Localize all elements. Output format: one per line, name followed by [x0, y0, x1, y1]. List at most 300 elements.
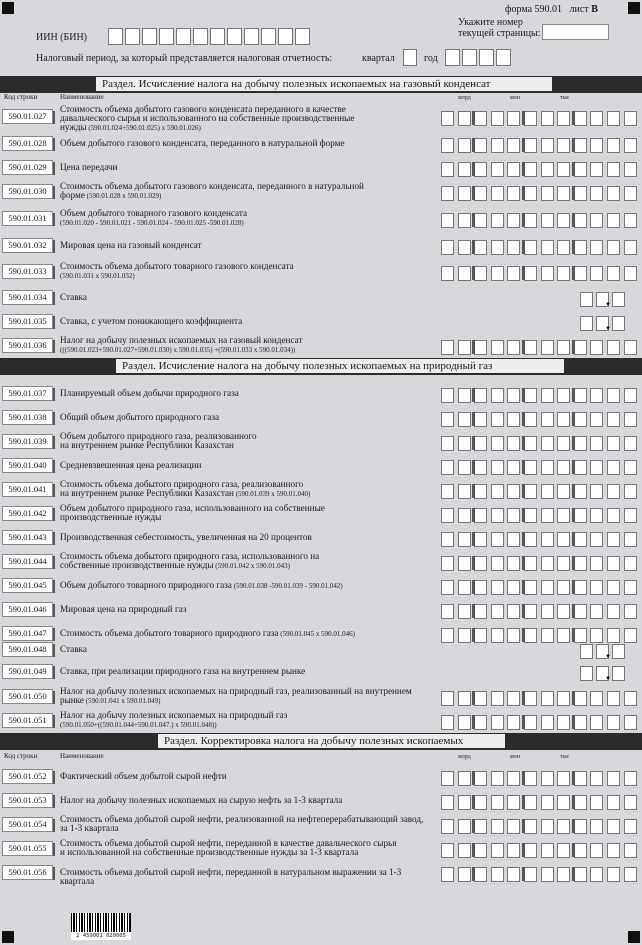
amount-digit-box[interactable]: [574, 556, 587, 571]
amount-digit-box[interactable]: [474, 266, 487, 281]
rate-digit-box[interactable]: [580, 644, 593, 659]
amount-digit-box[interactable]: [491, 162, 504, 177]
amount-digit-box[interactable]: [474, 460, 487, 475]
amount-digit-box[interactable]: [458, 111, 471, 126]
amount-digit-box[interactable]: [458, 138, 471, 153]
amount-digit-box[interactable]: [557, 771, 570, 786]
amount-digit-box[interactable]: [590, 412, 603, 427]
amount-digit-box[interactable]: [607, 556, 620, 571]
amount-digit-box[interactable]: [524, 213, 537, 228]
amount-digit-box[interactable]: [507, 867, 520, 882]
amount-digit-box[interactable]: [441, 691, 454, 706]
iin-digit-box[interactable]: [295, 28, 310, 45]
amount-digit-box[interactable]: [607, 532, 620, 547]
amount-digit-box[interactable]: [557, 138, 570, 153]
amount-digit-box[interactable]: [607, 508, 620, 523]
amount-digit-box[interactable]: [458, 604, 471, 619]
amount-digit-box[interactable]: [607, 867, 620, 882]
amount-digit-box[interactable]: [458, 532, 471, 547]
amount-digit-box[interactable]: [524, 843, 537, 858]
amount-digit-box[interactable]: [491, 412, 504, 427]
amount-digit-box[interactable]: [458, 460, 471, 475]
iin-digit-box[interactable]: [210, 28, 225, 45]
amount-digit-box[interactable]: [590, 460, 603, 475]
amount-digit-box[interactable]: [590, 771, 603, 786]
amount-digit-box[interactable]: [441, 795, 454, 810]
amount-digit-box[interactable]: [474, 556, 487, 571]
amount-digit-box[interactable]: [557, 795, 570, 810]
amount-digit-box[interactable]: [441, 580, 454, 595]
amount-digit-box[interactable]: [541, 138, 554, 153]
amount-digit-box[interactable]: [441, 388, 454, 403]
amount-digit-box[interactable]: [541, 556, 554, 571]
amount-digit-box[interactable]: [624, 604, 637, 619]
amount-digit-box[interactable]: [458, 580, 471, 595]
amount-digit-box[interactable]: [524, 340, 537, 355]
amount-digit-box[interactable]: [574, 508, 587, 523]
amount-digit-box[interactable]: [541, 484, 554, 499]
amount-digit-box[interactable]: [474, 867, 487, 882]
amount-digit-box[interactable]: [574, 484, 587, 499]
amount-digit-box[interactable]: [557, 388, 570, 403]
amount-digit-box[interactable]: [507, 771, 520, 786]
amount-digit-box[interactable]: [624, 795, 637, 810]
amount-digit-box[interactable]: [541, 436, 554, 451]
year-digit-box[interactable]: [445, 49, 460, 66]
amount-digit-box[interactable]: [474, 240, 487, 255]
amount-digit-box[interactable]: [491, 240, 504, 255]
amount-digit-box[interactable]: [607, 412, 620, 427]
amount-digit-box[interactable]: [607, 604, 620, 619]
amount-digit-box[interactable]: [590, 532, 603, 547]
amount-digit-box[interactable]: [441, 213, 454, 228]
amount-digit-box[interactable]: [557, 340, 570, 355]
amount-digit-box[interactable]: [524, 460, 537, 475]
amount-digit-box[interactable]: [491, 795, 504, 810]
amount-digit-box[interactable]: [491, 111, 504, 126]
amount-digit-box[interactable]: [458, 388, 471, 403]
amount-digit-box[interactable]: [491, 460, 504, 475]
amount-digit-box[interactable]: [524, 138, 537, 153]
amount-digit-box[interactable]: [507, 436, 520, 451]
amount-digit-box[interactable]: [624, 240, 637, 255]
amount-digit-box[interactable]: [441, 508, 454, 523]
amount-digit-box[interactable]: [590, 843, 603, 858]
amount-digit-box[interactable]: [441, 266, 454, 281]
amount-digit-box[interactable]: [624, 340, 637, 355]
amount-digit-box[interactable]: [441, 111, 454, 126]
amount-digit-box[interactable]: [574, 604, 587, 619]
amount-digit-box[interactable]: [524, 604, 537, 619]
amount-digit-box[interactable]: [557, 556, 570, 571]
iin-digit-box[interactable]: [159, 28, 174, 45]
amount-digit-box[interactable]: [590, 867, 603, 882]
amount-digit-box[interactable]: [474, 691, 487, 706]
amount-digit-box[interactable]: [524, 484, 537, 499]
amount-digit-box[interactable]: [541, 795, 554, 810]
amount-digit-box[interactable]: [557, 508, 570, 523]
amount-digit-box[interactable]: [491, 388, 504, 403]
amount-digit-box[interactable]: [590, 819, 603, 834]
amount-digit-box[interactable]: [590, 138, 603, 153]
amount-digit-box[interactable]: [474, 843, 487, 858]
amount-digit-box[interactable]: [574, 628, 587, 643]
amount-digit-box[interactable]: [474, 484, 487, 499]
amount-digit-box[interactable]: [574, 843, 587, 858]
amount-digit-box[interactable]: [491, 604, 504, 619]
amount-digit-box[interactable]: [458, 819, 471, 834]
amount-digit-box[interactable]: [557, 819, 570, 834]
amount-digit-box[interactable]: [507, 715, 520, 730]
amount-digit-box[interactable]: [574, 266, 587, 281]
amount-digit-box[interactable]: [574, 111, 587, 126]
amount-digit-box[interactable]: [541, 715, 554, 730]
amount-digit-box[interactable]: [524, 111, 537, 126]
amount-digit-box[interactable]: [590, 556, 603, 571]
amount-digit-box[interactable]: [474, 628, 487, 643]
amount-digit-box[interactable]: [507, 412, 520, 427]
amount-digit-box[interactable]: [574, 388, 587, 403]
amount-digit-box[interactable]: [624, 867, 637, 882]
year-digit-box[interactable]: [462, 49, 477, 66]
amount-digit-box[interactable]: [491, 186, 504, 201]
amount-digit-box[interactable]: [474, 819, 487, 834]
amount-digit-box[interactable]: [441, 162, 454, 177]
amount-digit-box[interactable]: [474, 715, 487, 730]
amount-digit-box[interactable]: [541, 508, 554, 523]
amount-digit-box[interactable]: [607, 240, 620, 255]
amount-digit-box[interactable]: [541, 867, 554, 882]
amount-digit-box[interactable]: [524, 162, 537, 177]
amount-digit-box[interactable]: [590, 484, 603, 499]
amount-digit-box[interactable]: [541, 388, 554, 403]
amount-digit-box[interactable]: [590, 340, 603, 355]
amount-digit-box[interactable]: [624, 266, 637, 281]
amount-digit-box[interactable]: [507, 628, 520, 643]
amount-digit-box[interactable]: [607, 580, 620, 595]
amount-digit-box[interactable]: [507, 843, 520, 858]
iin-digit-box[interactable]: [142, 28, 157, 45]
amount-digit-box[interactable]: [624, 715, 637, 730]
amount-digit-box[interactable]: [458, 213, 471, 228]
amount-digit-box[interactable]: [507, 795, 520, 810]
amount-digit-box[interactable]: [524, 771, 537, 786]
amount-digit-box[interactable]: [441, 843, 454, 858]
iin-digit-box[interactable]: [227, 28, 242, 45]
amount-digit-box[interactable]: [491, 819, 504, 834]
amount-digit-box[interactable]: [557, 460, 570, 475]
amount-digit-box[interactable]: [574, 162, 587, 177]
amount-digit-box[interactable]: [474, 162, 487, 177]
amount-digit-box[interactable]: [574, 186, 587, 201]
amount-digit-box[interactable]: [574, 436, 587, 451]
amount-digit-box[interactable]: [441, 340, 454, 355]
amount-digit-box[interactable]: [541, 266, 554, 281]
amount-digit-box[interactable]: [491, 508, 504, 523]
amount-digit-box[interactable]: [607, 819, 620, 834]
amount-digit-box[interactable]: [607, 436, 620, 451]
amount-digit-box[interactable]: [507, 819, 520, 834]
amount-digit-box[interactable]: [507, 266, 520, 281]
amount-digit-box[interactable]: [574, 771, 587, 786]
amount-digit-box[interactable]: [607, 628, 620, 643]
amount-digit-box[interactable]: [624, 213, 637, 228]
amount-digit-box[interactable]: [541, 240, 554, 255]
amount-digit-box[interactable]: [474, 138, 487, 153]
amount-digit-box[interactable]: [441, 715, 454, 730]
amount-digit-box[interactable]: [590, 795, 603, 810]
amount-digit-box[interactable]: [557, 162, 570, 177]
amount-digit-box[interactable]: [624, 388, 637, 403]
amount-digit-box[interactable]: [557, 240, 570, 255]
amount-digit-box[interactable]: [557, 628, 570, 643]
amount-digit-box[interactable]: [491, 843, 504, 858]
amount-digit-box[interactable]: [524, 266, 537, 281]
amount-digit-box[interactable]: [607, 691, 620, 706]
amount-digit-box[interactable]: [624, 162, 637, 177]
amount-digit-box[interactable]: [507, 556, 520, 571]
amount-digit-box[interactable]: [607, 162, 620, 177]
amount-digit-box[interactable]: [524, 412, 537, 427]
amount-digit-box[interactable]: [557, 691, 570, 706]
amount-digit-box[interactable]: [458, 266, 471, 281]
amount-digit-box[interactable]: [441, 867, 454, 882]
amount-digit-box[interactable]: [524, 819, 537, 834]
amount-digit-box[interactable]: [491, 715, 504, 730]
amount-digit-box[interactable]: [607, 266, 620, 281]
amount-digit-box[interactable]: [607, 138, 620, 153]
amount-digit-box[interactable]: [507, 240, 520, 255]
amount-digit-box[interactable]: [541, 532, 554, 547]
amount-digit-box[interactable]: [624, 412, 637, 427]
amount-digit-box[interactable]: [574, 460, 587, 475]
amount-digit-box[interactable]: [624, 186, 637, 201]
amount-digit-box[interactable]: [491, 580, 504, 595]
amount-digit-box[interactable]: [541, 580, 554, 595]
amount-digit-box[interactable]: [557, 266, 570, 281]
amount-digit-box[interactable]: [590, 580, 603, 595]
page-number-input[interactable]: [542, 24, 609, 40]
amount-digit-box[interactable]: [590, 213, 603, 228]
amount-digit-box[interactable]: [507, 162, 520, 177]
amount-digit-box[interactable]: [458, 412, 471, 427]
amount-digit-box[interactable]: [624, 556, 637, 571]
amount-digit-box[interactable]: [607, 460, 620, 475]
iin-digit-box[interactable]: [244, 28, 259, 45]
amount-digit-box[interactable]: [541, 412, 554, 427]
amount-digit-box[interactable]: [458, 691, 471, 706]
amount-digit-box[interactable]: [574, 715, 587, 730]
amount-digit-box[interactable]: [590, 186, 603, 201]
amount-digit-box[interactable]: [557, 843, 570, 858]
amount-digit-box[interactable]: [574, 795, 587, 810]
amount-digit-box[interactable]: [574, 138, 587, 153]
amount-digit-box[interactable]: [574, 691, 587, 706]
amount-digit-box[interactable]: [557, 604, 570, 619]
amount-digit-box[interactable]: [574, 532, 587, 547]
amount-digit-box[interactable]: [541, 162, 554, 177]
amount-digit-box[interactable]: [574, 240, 587, 255]
amount-digit-box[interactable]: [607, 771, 620, 786]
amount-digit-box[interactable]: [524, 691, 537, 706]
amount-digit-box[interactable]: [441, 460, 454, 475]
amount-digit-box[interactable]: [507, 186, 520, 201]
amount-digit-box[interactable]: [590, 162, 603, 177]
amount-digit-box[interactable]: [557, 580, 570, 595]
rate-digit-box[interactable]: [612, 666, 625, 681]
amount-digit-box[interactable]: [507, 604, 520, 619]
amount-digit-box[interactable]: [541, 186, 554, 201]
amount-digit-box[interactable]: [507, 532, 520, 547]
amount-digit-box[interactable]: [458, 628, 471, 643]
amount-digit-box[interactable]: [590, 628, 603, 643]
amount-digit-box[interactable]: [574, 819, 587, 834]
amount-digit-box[interactable]: [491, 436, 504, 451]
amount-digit-box[interactable]: [441, 628, 454, 643]
iin-digit-box[interactable]: [125, 28, 140, 45]
iin-digit-box[interactable]: [261, 28, 276, 45]
amount-digit-box[interactable]: [474, 604, 487, 619]
amount-digit-box[interactable]: [458, 795, 471, 810]
amount-digit-box[interactable]: [607, 715, 620, 730]
amount-digit-box[interactable]: [541, 213, 554, 228]
amount-digit-box[interactable]: [491, 556, 504, 571]
amount-digit-box[interactable]: [507, 508, 520, 523]
amount-digit-box[interactable]: [458, 556, 471, 571]
amount-digit-box[interactable]: [574, 412, 587, 427]
amount-digit-box[interactable]: [557, 436, 570, 451]
amount-digit-box[interactable]: [441, 138, 454, 153]
amount-digit-box[interactable]: [458, 843, 471, 858]
amount-digit-box[interactable]: [491, 340, 504, 355]
amount-digit-box[interactable]: [541, 843, 554, 858]
rate-digit-box[interactable]: [580, 666, 593, 681]
amount-digit-box[interactable]: [441, 532, 454, 547]
amount-digit-box[interactable]: [590, 266, 603, 281]
amount-digit-box[interactable]: [458, 715, 471, 730]
amount-digit-box[interactable]: [557, 867, 570, 882]
amount-digit-box[interactable]: [607, 795, 620, 810]
amount-digit-box[interactable]: [491, 213, 504, 228]
amount-digit-box[interactable]: [507, 460, 520, 475]
amount-digit-box[interactable]: [624, 138, 637, 153]
amount-digit-box[interactable]: [541, 628, 554, 643]
amount-digit-box[interactable]: [441, 819, 454, 834]
amount-digit-box[interactable]: [474, 580, 487, 595]
amount-digit-box[interactable]: [574, 867, 587, 882]
amount-digit-box[interactable]: [441, 436, 454, 451]
amount-digit-box[interactable]: [491, 532, 504, 547]
amount-digit-box[interactable]: [507, 580, 520, 595]
amount-digit-box[interactable]: [474, 508, 487, 523]
amount-digit-box[interactable]: [541, 819, 554, 834]
amount-digit-box[interactable]: [458, 240, 471, 255]
amount-digit-box[interactable]: [474, 111, 487, 126]
amount-digit-box[interactable]: [624, 691, 637, 706]
amount-digit-box[interactable]: [590, 388, 603, 403]
amount-digit-box[interactable]: [624, 436, 637, 451]
rate-digit-box[interactable]: [612, 292, 625, 307]
amount-digit-box[interactable]: [441, 556, 454, 571]
rate-digit-box[interactable]: [580, 292, 593, 307]
amount-digit-box[interactable]: [624, 843, 637, 858]
amount-digit-box[interactable]: [491, 266, 504, 281]
amount-digit-box[interactable]: [524, 240, 537, 255]
amount-digit-box[interactable]: [474, 388, 487, 403]
amount-digit-box[interactable]: [607, 340, 620, 355]
amount-digit-box[interactable]: [441, 484, 454, 499]
amount-digit-box[interactable]: [574, 340, 587, 355]
amount-digit-box[interactable]: [541, 604, 554, 619]
amount-digit-box[interactable]: [590, 604, 603, 619]
amount-digit-box[interactable]: [474, 340, 487, 355]
amount-digit-box[interactable]: [624, 460, 637, 475]
amount-digit-box[interactable]: [541, 460, 554, 475]
amount-digit-box[interactable]: [624, 532, 637, 547]
amount-digit-box[interactable]: [458, 867, 471, 882]
amount-digit-box[interactable]: [458, 436, 471, 451]
year-digit-box[interactable]: [496, 49, 511, 66]
amount-digit-box[interactable]: [607, 186, 620, 201]
amount-digit-box[interactable]: [474, 532, 487, 547]
amount-digit-box[interactable]: [441, 604, 454, 619]
amount-digit-box[interactable]: [541, 691, 554, 706]
amount-digit-box[interactable]: [458, 340, 471, 355]
amount-digit-box[interactable]: [474, 436, 487, 451]
amount-digit-box[interactable]: [524, 186, 537, 201]
amount-digit-box[interactable]: [624, 771, 637, 786]
amount-digit-box[interactable]: [624, 819, 637, 834]
quarter-input[interactable]: [403, 49, 417, 66]
amount-digit-box[interactable]: [507, 691, 520, 706]
amount-digit-box[interactable]: [507, 138, 520, 153]
iin-digit-box[interactable]: [108, 28, 123, 45]
amount-digit-box[interactable]: [524, 388, 537, 403]
amount-digit-box[interactable]: [541, 340, 554, 355]
amount-digit-box[interactable]: [474, 771, 487, 786]
amount-digit-box[interactable]: [491, 138, 504, 153]
amount-digit-box[interactable]: [507, 340, 520, 355]
rate-digit-box[interactable]: [612, 644, 625, 659]
amount-digit-box[interactable]: [491, 484, 504, 499]
amount-digit-box[interactable]: [491, 867, 504, 882]
amount-digit-box[interactable]: [624, 111, 637, 126]
amount-digit-box[interactable]: [590, 691, 603, 706]
amount-digit-box[interactable]: [507, 388, 520, 403]
amount-digit-box[interactable]: [574, 580, 587, 595]
amount-digit-box[interactable]: [507, 213, 520, 228]
amount-digit-box[interactable]: [474, 412, 487, 427]
amount-digit-box[interactable]: [524, 556, 537, 571]
amount-digit-box[interactable]: [524, 532, 537, 547]
rate-digit-box[interactable]: [580, 316, 593, 331]
amount-digit-box[interactable]: [590, 508, 603, 523]
amount-digit-box[interactable]: [607, 111, 620, 126]
amount-digit-box[interactable]: [624, 484, 637, 499]
amount-digit-box[interactable]: [557, 412, 570, 427]
amount-digit-box[interactable]: [491, 691, 504, 706]
amount-digit-box[interactable]: [557, 213, 570, 228]
amount-digit-box[interactable]: [441, 771, 454, 786]
amount-digit-box[interactable]: [524, 795, 537, 810]
amount-digit-box[interactable]: [507, 484, 520, 499]
amount-digit-box[interactable]: [524, 867, 537, 882]
rate-digit-box[interactable]: [612, 316, 625, 331]
amount-digit-box[interactable]: [557, 484, 570, 499]
amount-digit-box[interactable]: [590, 111, 603, 126]
amount-digit-box[interactable]: [624, 628, 637, 643]
amount-digit-box[interactable]: [557, 111, 570, 126]
